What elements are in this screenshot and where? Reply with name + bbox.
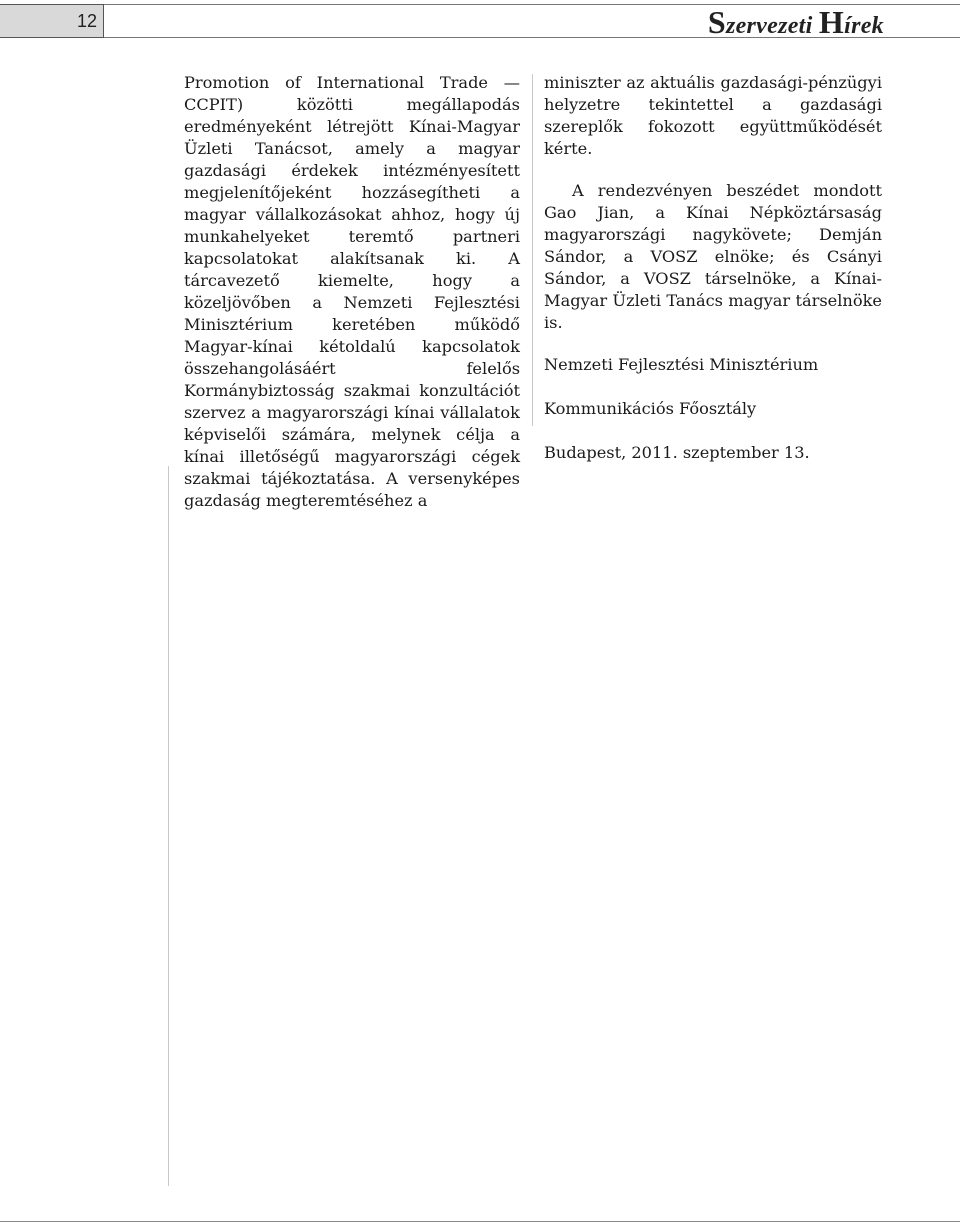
right-text-column	[544, 72, 882, 486]
lower-vertical-rule	[168, 466, 169, 1186]
page-number	[0, 4, 104, 38]
right-column-paragraph-2: A rendezvényen beszédet mondott Gao Jian, a Kínai Népköztársaság magyarországi nagykövete; Demján Sándor, a VOSZ elnöke; és Csányi Sándor, a VOSZ társelnöke, a Kínai-Magyar Üzleti Tanács magyar társelnöke is.	[544, 181, 882, 332]
left-text-column	[184, 72, 520, 512]
column-divider	[532, 74, 533, 426]
publication-title-second-rest: írek	[844, 13, 884, 39]
right-column-paragraph-1: miniszter az aktuális gazdasági-pénzügyi helyzetre tekintettel a gazdasági szereplők fokozott együttműködését kérte.	[544, 73, 882, 158]
publication-title-first-rest: zervezeti	[725, 13, 819, 39]
signature-ministry: Nemzeti Fejlesztési Minisztérium	[544, 355, 819, 374]
publication-title-second-cap: H	[818, 4, 845, 40]
left-column-paragraph: Promotion of International Trade — CCPIT) közötti megállapodás eredményeként létrejött Kínai-Magyar Üzleti Tanácsot, amely a magyar gazdasági érdekek intézményesített megjelenítőjeként hozzásegítheti a magyar vállalkozásokat ahhoz, hogy új munkahelyeket teremtő partneri kapcsolatokat alakítsanak ki. A tárcavezető kiemelte, hogy a közeljövőben a Nemzeti Fejlesztési Minisztérium keretében működő Magyar-kínai kétoldalú kapcsolatok összehangolásáért felelős Kormánybiztosság szakmai konzultációt szervez a magyarországi kínai vállalatok képviselői számára, melynek célja a kínai illetőségű magyarországi cégek szakmai tájékoztatása. A versenyképes gazdaság megteremtéséhez a	[184, 73, 520, 510]
page-header	[0, 4, 960, 38]
signature-department: Kommunikációs Főosztály	[544, 399, 757, 418]
page-number-text: 12	[76, 10, 97, 31]
publication-title-first-cap: S	[707, 4, 726, 40]
footer-rule	[0, 1221, 960, 1222]
publication-title	[707, 4, 884, 40]
signature-place-date: Budapest, 2011. szeptember 13.	[544, 443, 810, 462]
